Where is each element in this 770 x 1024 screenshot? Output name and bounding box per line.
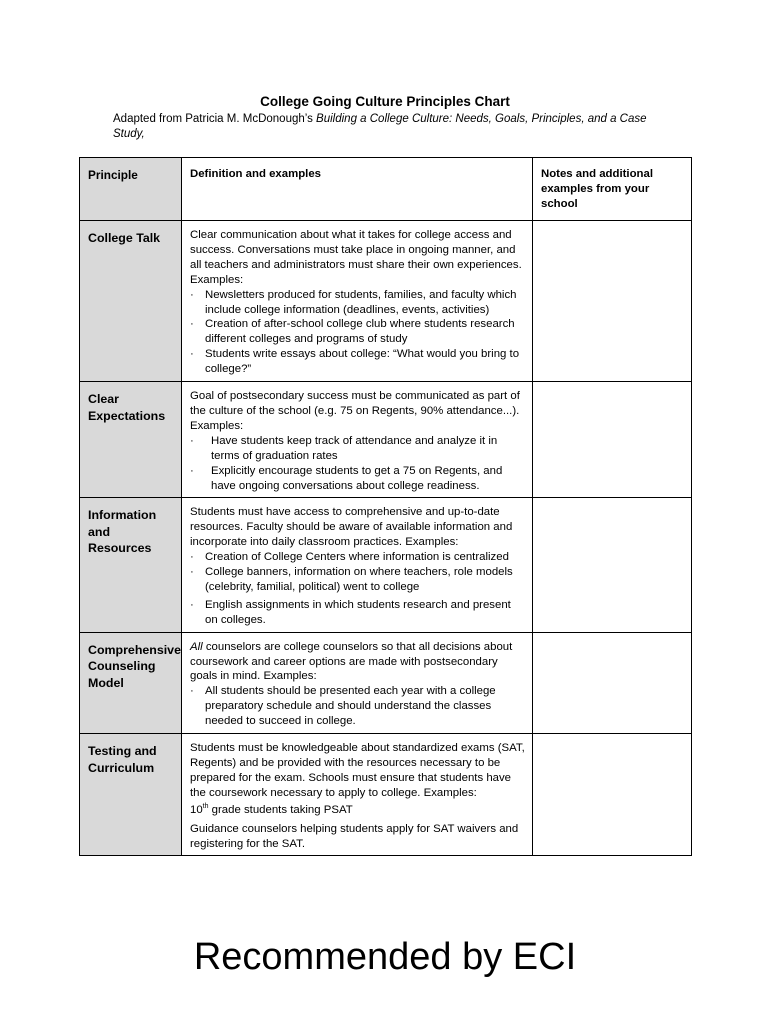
grade-number: 10 [190, 803, 203, 816]
definition-college-talk [182, 221, 533, 382]
list-item: · English assignments in which students research and present on colleges. [190, 598, 526, 628]
header-definition: Definition and examples [182, 158, 533, 221]
table-row [80, 221, 692, 382]
definition-intro: Students must be knowledgeable about standardized exams (SAT, Regents) and be provided with the resources necessary to be prepared for the exam. Schools must ensure that students have the coursework necessary to apply to college. Examples: [190, 742, 525, 799]
example-line: Guidance counselors helping students apply for SAT waivers and registering for the SAT. [190, 822, 519, 850]
notes-cell[interactable] [533, 632, 692, 733]
definition-intro: Clear communication about what it takes for college access and success. Conversations must take place in ongoing manner, and all teachers and administrators must share their own experiences. Examples: [190, 229, 522, 286]
principles-table [79, 157, 692, 856]
examples-list [190, 550, 526, 628]
notes-cell[interactable] [533, 221, 692, 382]
subtitle-book-title: Building a College Culture: Needs, Goals, Principles, and a Case Study, [113, 113, 647, 140]
definition-clear-expectations [182, 382, 533, 498]
definition-information-resources [182, 498, 533, 632]
header-principle: Principle [80, 158, 182, 221]
subtitle-prefix: Adapted from Patricia M. McDonough’s [113, 113, 317, 125]
document-title: College Going Culture Principles Chart [260, 94, 510, 109]
principle-college-talk: College Talk [80, 221, 182, 382]
table-header-row [80, 158, 692, 221]
table-row [80, 734, 692, 856]
footer-recommendation: Recommended by ECI [193, 936, 577, 978]
list-item: · Newsletters produced for students, families, and faculty which include college information (deadlines, events, activities) [190, 288, 526, 318]
grade-suffix: th [202, 802, 209, 810]
intro-text: counselors are college counselors so that all decisions about coursework and career options are made with postsecondary goals in mind. Examples: [190, 640, 513, 683]
list-item: · Have students keep track of attendance and analyze it in terms of graduation rates [190, 434, 526, 464]
examples-list [190, 684, 526, 729]
definition-intro: Students must have access to comprehensive and up-to-date resources. Faculty should be aware of available information and incorporate into daily classroom practices. Examples: [190, 506, 513, 549]
list-item: · Creation of after-school college club where students research different colleges and programs of study [190, 317, 526, 347]
emphasis-text: All [190, 640, 203, 653]
list-item: · College banners, information on where teachers, role models (celebrity, familial, political) went to college [190, 565, 526, 595]
definition-comprehensive-counseling [182, 632, 533, 733]
list-item: · All students should be presented each year with a college preparatory schedule and should understand the classes needed to succeed in college. [190, 684, 526, 729]
principle-information-resources: Information and Resources [80, 498, 182, 632]
list-item: · Students write essays about college: “What would you bring to college?” [190, 347, 526, 377]
example-text: grade students taking PSAT [208, 803, 353, 816]
principle-testing-curriculum: Testing and Curriculum [80, 734, 182, 856]
table-row [80, 632, 692, 733]
list-item: · Explicitly encourage students to get a 75 on Regents, and have ongoing conversations about college readiness. [190, 464, 526, 494]
principle-comprehensive-counseling: Comprehensive Counseling Model [80, 632, 182, 733]
table-row [80, 498, 692, 632]
definition-testing-curriculum [182, 734, 533, 856]
document-subtitle [113, 112, 668, 142]
table-row [80, 382, 692, 498]
definition-intro: Goal of postsecondary success must be communicated as part of the culture of the school (e.g. 75 on Regents, 90% attendance...). Examples: [190, 390, 520, 432]
examples-list [190, 288, 526, 377]
example-line [190, 803, 526, 818]
notes-cell[interactable] [533, 498, 692, 632]
list-item: · Creation of College Centers where information is centralized [190, 550, 526, 565]
notes-cell[interactable] [533, 734, 692, 856]
notes-cell[interactable] [533, 382, 692, 498]
examples-list [190, 434, 526, 494]
header-notes: Notes and additional examples from your school [533, 158, 692, 221]
definition-intro [190, 640, 526, 685]
principle-clear-expectations: Clear Expectations [80, 382, 182, 498]
